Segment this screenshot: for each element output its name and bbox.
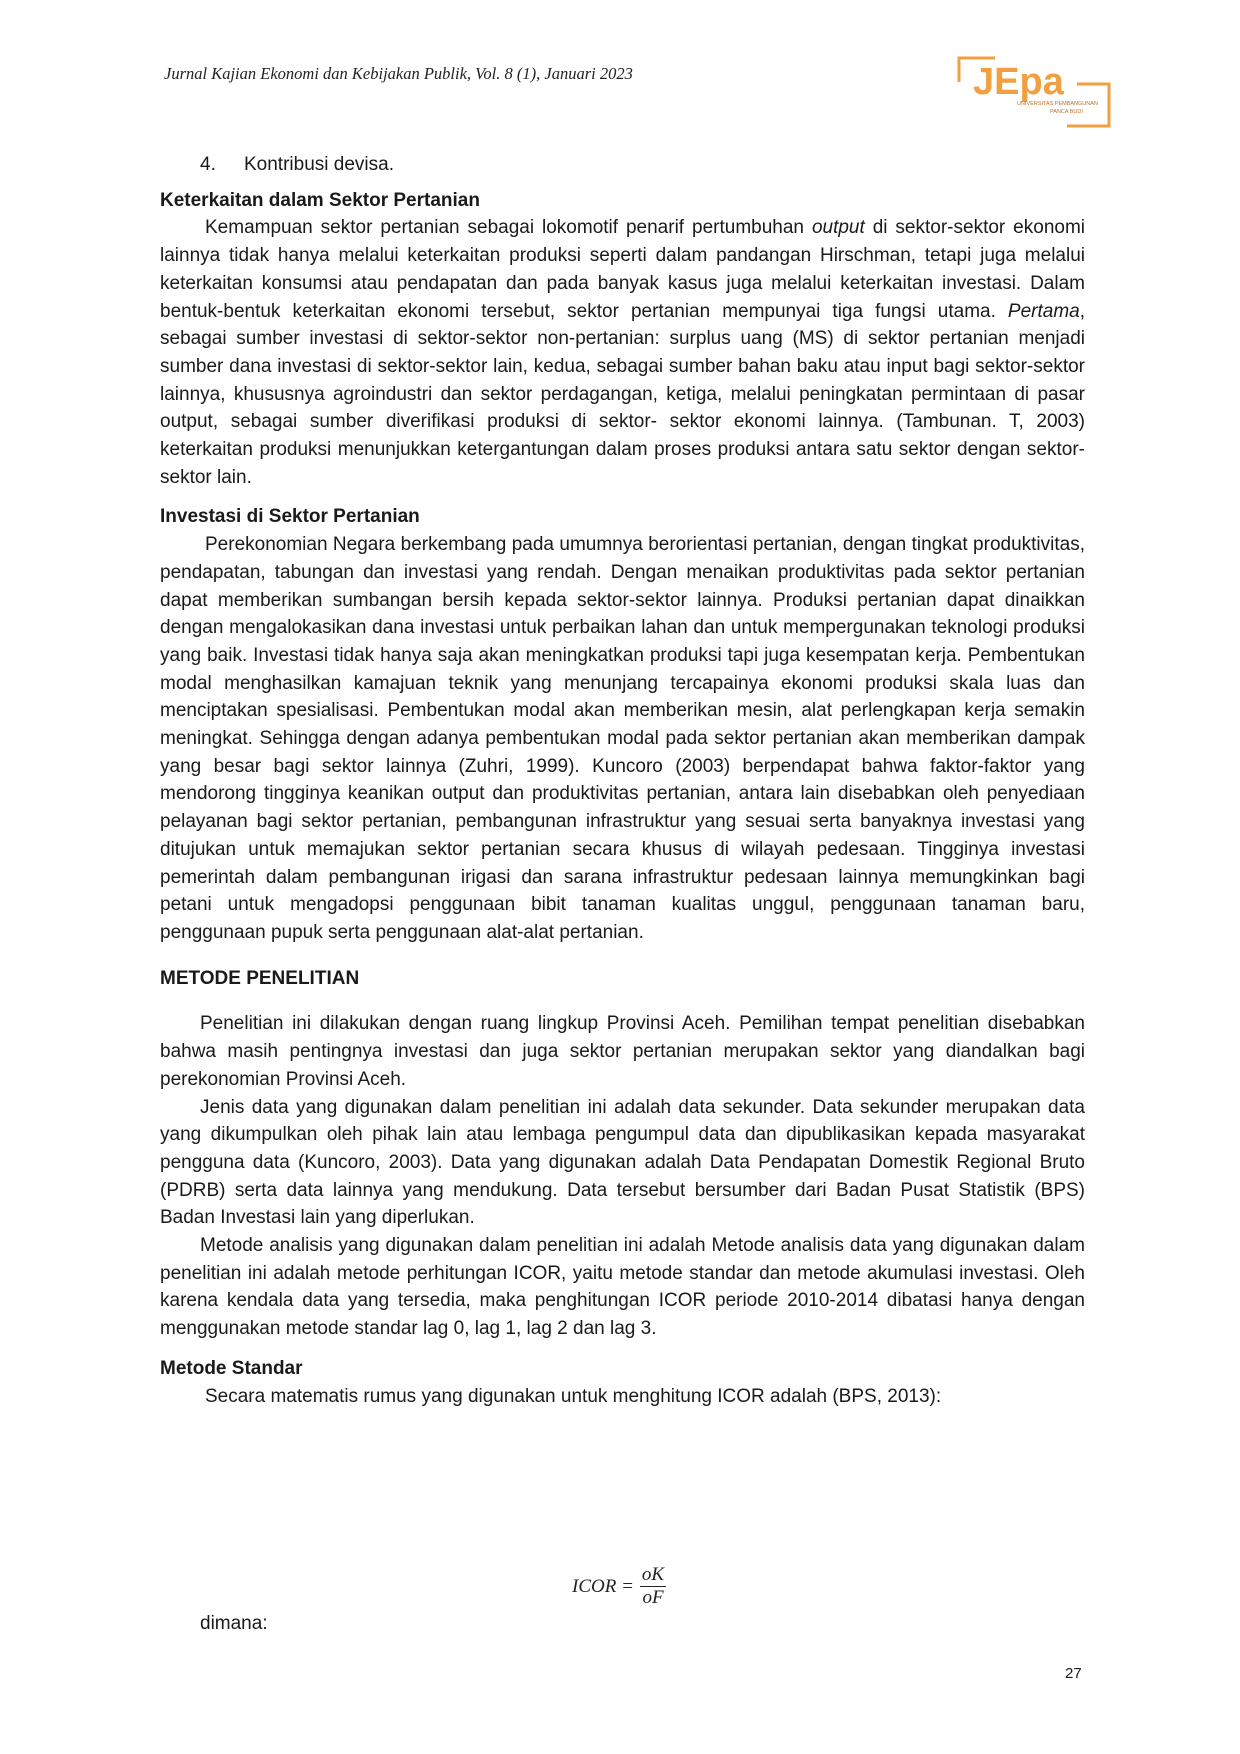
formula-numerator: oK	[641, 1564, 665, 1585]
page-content	[160, 151, 1085, 1410]
list-number: 4.	[200, 154, 216, 175]
section-heading-metode-standar: Metode Standar	[160, 1357, 303, 1379]
section-heading-keterkaitan: Keterkaitan dalam Sektor Pertanian	[160, 189, 480, 211]
icor-formula	[572, 1565, 666, 1609]
list-item	[160, 151, 1085, 179]
list-text: Kontribusi devisa.	[244, 154, 394, 175]
section-heading-metode: METODE PENELITIAN	[160, 967, 360, 989]
paragraph-keterkaitan: Kemampuan sektor pertanian sebagai lokomotif penarif pertumbuhan output di sektor-sektor ekonomi lainnya tidak hanya melalui keterkaitan produksi seperti dalam pandangan Hirschman, tetapi juga melalui keterkaitan konsumsi atau pendapatan dan pada banyak kasus juga melalui keterkaitan investasi. Dalam bentuk-bentuk keterkaitan ekonomi tersebut, sektor pertanian mempunyai tiga fungsi utama. Pertama, sebagai sumber investasi di sektor-sektor non-pertanian: surplus uang (MS) di sektor pertanian menjadi sumber dana investasi di sektor-sektor lain, kedua, sebagai sumber bahan baku atau input bagi sektor-sektor lainnya, khususnya agroindustri dan sektor perdagangan, ketiga, melalui peningkatan permintaan di pasar output, sebagai sumber diverifikasi produksi di sektor- sektor ekonomi lainnya. (Tambunan. T, 2003) keterkaitan produksi menunjukkan ketergantungan dalam proses produksi antara satu sektor dengan sektor-sektor lain.	[160, 217, 1086, 488]
page-number: 27	[1065, 1665, 1082, 1682]
logo-subline-2: PANCA BUDI	[1050, 109, 1083, 115]
paragraph-investasi: Perekonomian Negara berkembang pada umumnya berorientasi pertanian, dengan tingkat produktivitas, pendapatan, tabungan dan investasi yang rendah. Dengan menaikan produktivitas pada sektor pertanian dapat memberikan sumbangan bersih kepada sektor-sektor lainnya. Produksi pertanian dapat dinaikkan dengan mengalokasikan dana investasi untuk perbaikan lahan dan untuk mempergunakan teknologi produksi yang baik. Investasi tidak hanya saja akan meningkatkan produksi tapi juga kesempatan kerja. Pembentukan modal menghasilkan kamajuan teknik yang menunjang tercapainya ekonomi produksi skala luas dan menciptakan spesialisasi. Pembentukan modal akan memberikan mesin, alat perlengkapan kerja semakin meningkat. Sehingga dengan adanya pembentukan modal pada sektor pertanian akan memberikan dampak yang besar bagi sektor lainnya (Zuhri, 1999). Kuncoro (2003) berpendapat bahwa faktor-faktor yang mendorong tingginya keanikan output dan produktivitas pertanian, antara lain disebabkan oleh penyediaan pelayanan bagi sektor pertanian, pembangunan infrastruktur yang sesuai serta banyaknya investasi yang ditujukan untuk memajukan sektor pertanian secara khusus di wilayah pedesaan. Tingginya investasi pemerintah dalam pembangunan irigasi dan sarana infrastruktur pedesaan lainnya memungkinkan bagi petani untuk mengadopsi penggunaan bibit tanaman kualitas unggul, penggunaan tanaman baru, penggunaan pupuk serta penggunaan alat-alat pertanian.	[160, 534, 1085, 943]
logo-text: JEpa	[973, 61, 1064, 103]
paragraph-metode-2: Jenis data yang digunakan dalam penelitian ini adalah data sekunder. Data sekunder merupakan data yang dikumpulkan oleh pihak lain atau lembaga pengumpul data dan dipublikasikan kepada masyarakat pengguna data (Kuncoro, 2003). Data yang digunakan adalah Data Pendapatan Domestik Regional Bruto (PDRB) serta data lainnya yang mendukung. Data tersebut bersumber dari Badan Pusat Statistik (BPS) Badan Investasi lain yang diperlukan.	[160, 1096, 1085, 1229]
formula-fraction	[640, 1565, 666, 1609]
paragraph-metode-3: Metode analisis yang digunakan dalam penelitian ini adalah Metode analisis data yang digunakan dalam penelitian ini adalah metode perhitungan ICOR, yaitu metode standar dan metode akumulasi investasi. Oleh karena kendala data yang tersedia, maka penghitungan ICOR periode 2010-2014 dibatasi hanya dengan menggunakan metode standar lag 0, lag 1, lag 2 dan lag 3.	[160, 1235, 1085, 1340]
journal-header: Jurnal Kajian Ekonomi dan Kebijakan Publik, Vol. 8 (1), Januari 2023	[164, 64, 633, 83]
journal-logo	[955, 56, 1111, 130]
logo-subline-1: UNIVERSITAS PEMBANGUNAN	[1017, 101, 1098, 107]
paragraph-metode-standar: Secara matematis rumus yang digunakan untuk menghitung ICOR adalah (BPS, 2013):	[205, 1385, 942, 1407]
formula-lhs: ICOR =	[572, 1576, 634, 1597]
dimana-label: dimana:	[200, 1613, 268, 1634]
paragraph-metode-1: Penelitian ini dilakukan dengan ruang lingkup Provinsi Aceh. Pemilihan tempat penelitian disebabkan bahwa masih pentingnya investasi dan juga sektor pertanian merupakan sektor yang diandalkan bagi perekonomian Provinsi Aceh.	[160, 1013, 1085, 1090]
formula-denominator: oF	[642, 1587, 664, 1608]
section-heading-investasi: Investasi di Sektor Pertanian	[160, 506, 420, 528]
